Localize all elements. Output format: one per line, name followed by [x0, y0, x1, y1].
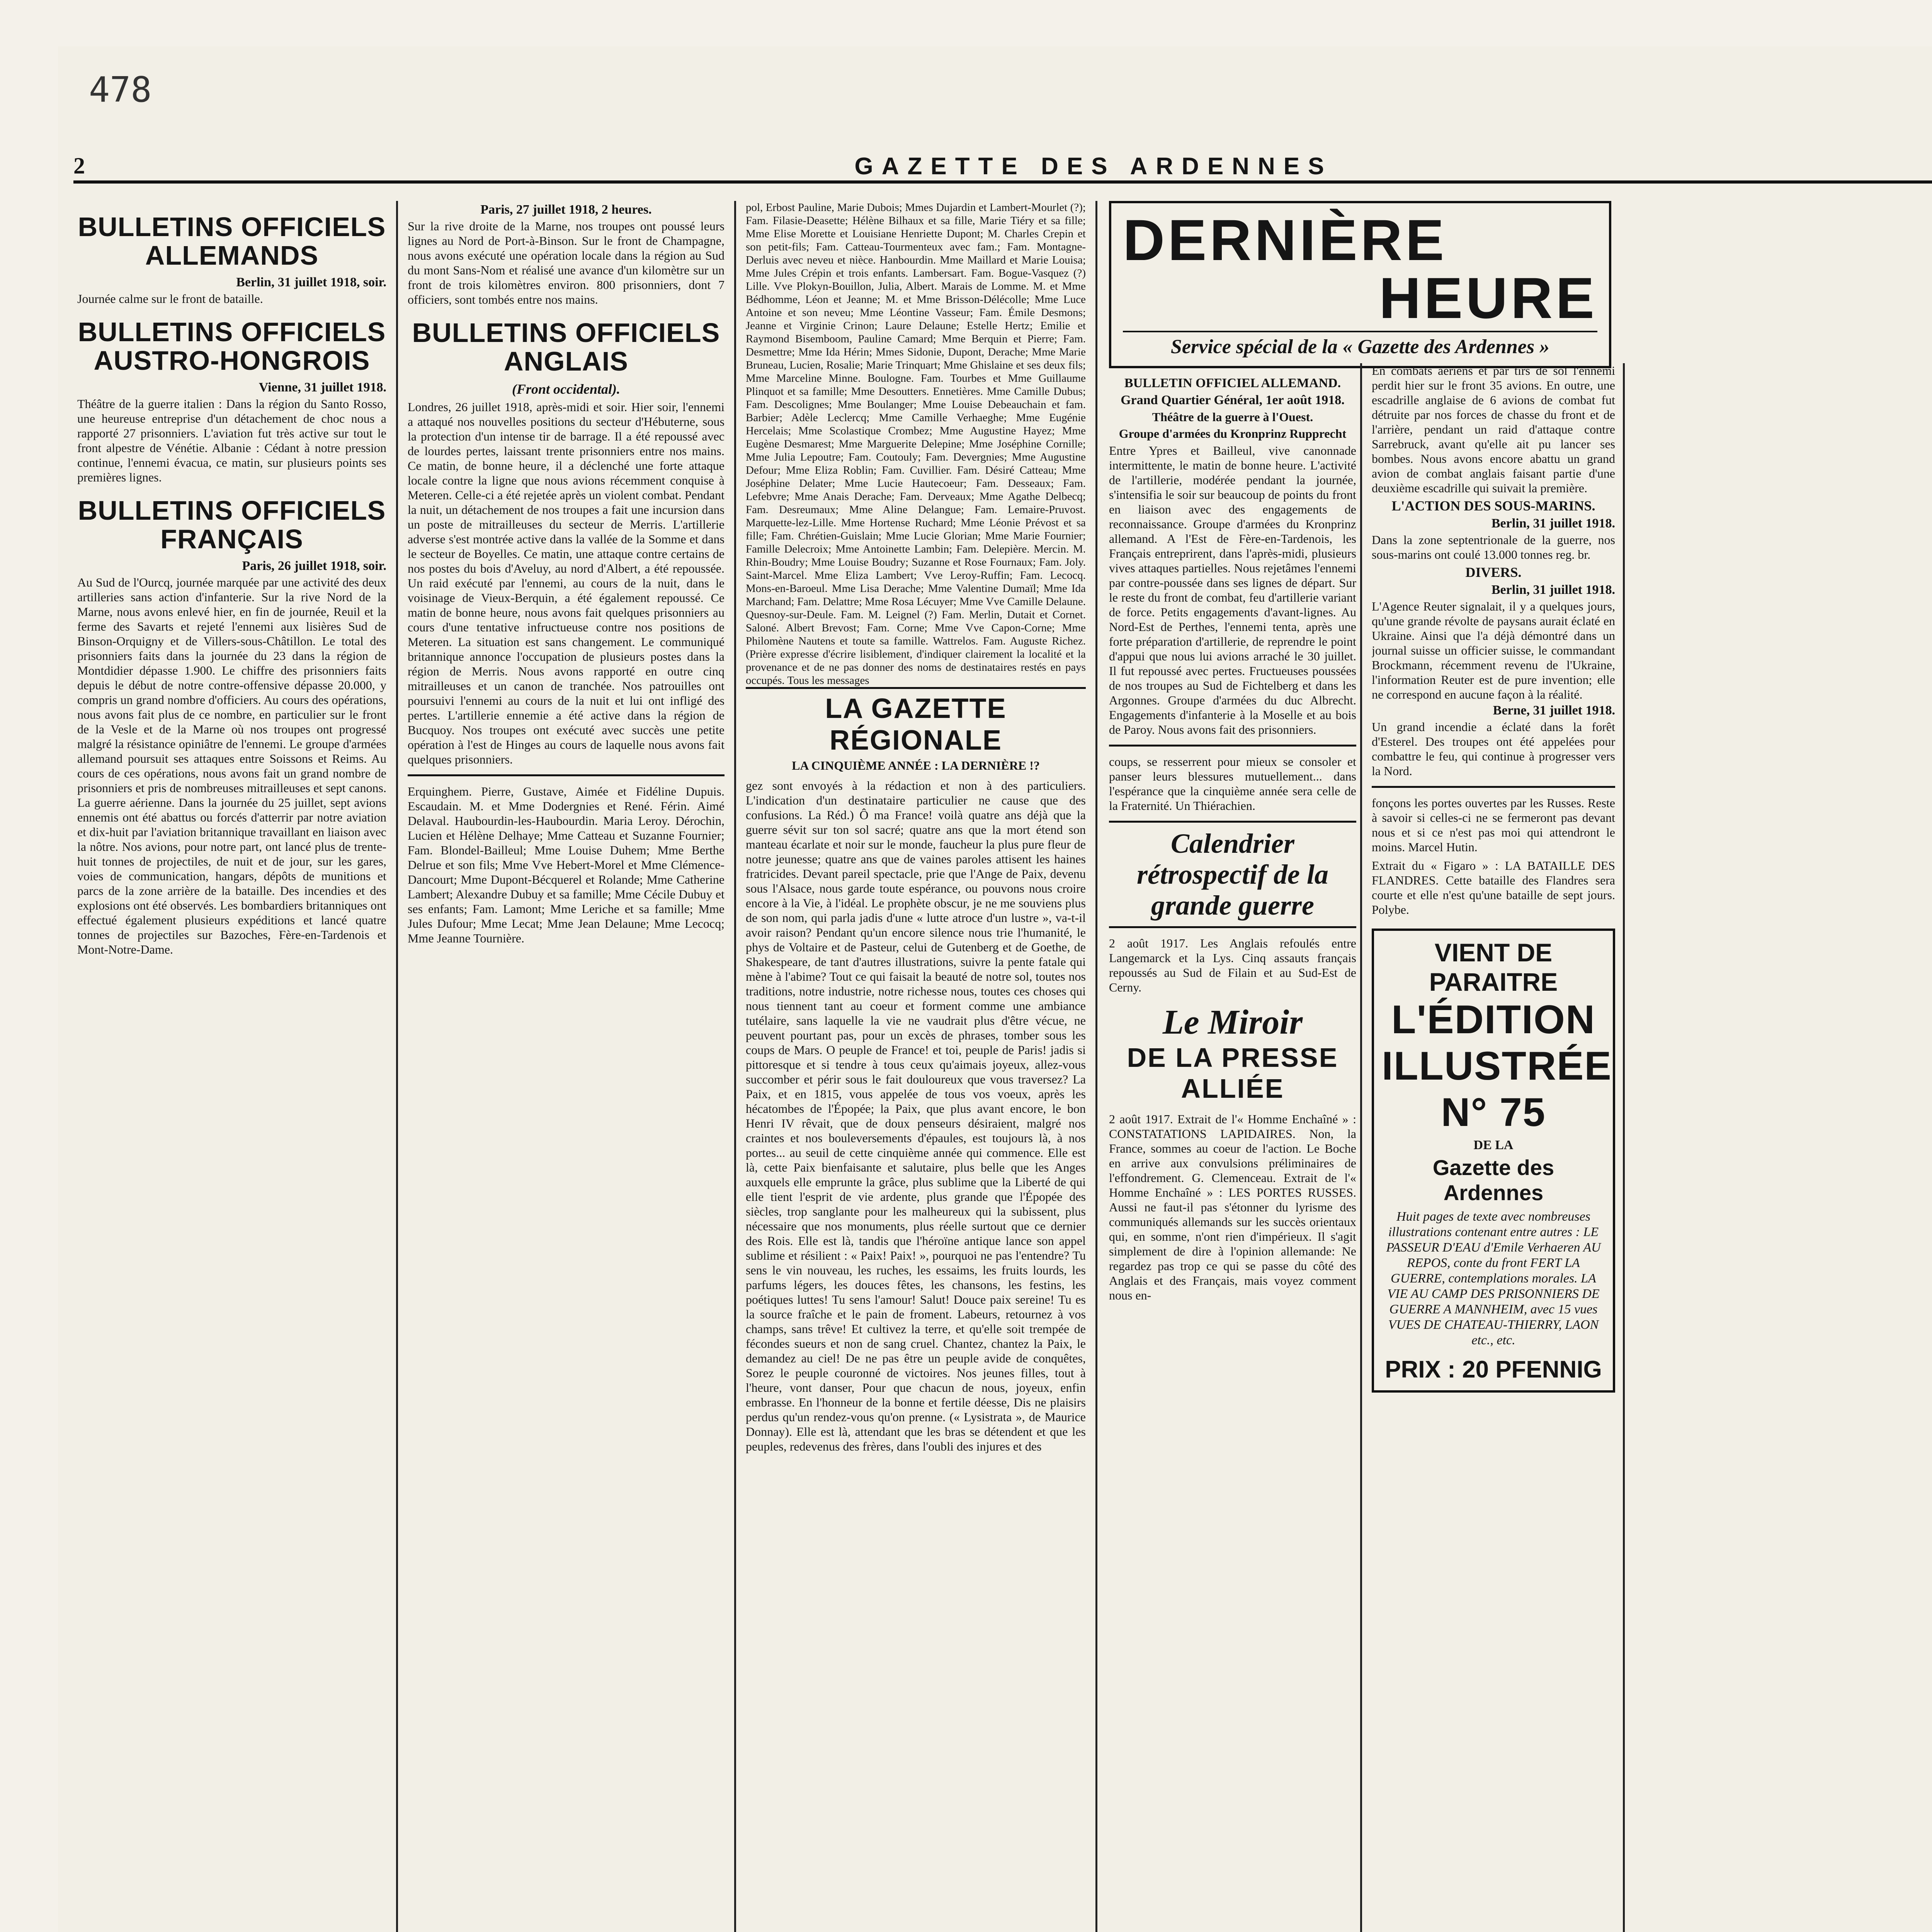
dateline: Vienne, 31 juillet 1918. — [259, 380, 386, 395]
column-5 — [1372, 363, 1615, 1932]
article-text: gez sont envoyés à la rédaction et non à des particuliers. L'indication d'un destinataire particulier ne cause que des confusions. La Réd.) Ô ma France! voilà quatre ans déjà que la guerre sévit sur ton sol sacré; quatre ans que la mort étend son manteau écarlate et noir sur le monde, faucheur la plus pure fleur de notre jeunesse; quatre ans que de vaines paroles attisent les haines fratricides. Devant pareil spectacle, prie que l'Ange de Paix, devenu sous l'Alsace, nous garde toute espérance, ou pouvons nous croire encore à la Vie, à l'idéal. Le prophète obscur, je ne me souviens plus de son nom, qui parla jadis d'une « lutte atroce d'un lustre », va-t-il avoir raison? Pendant qu'un encore silence nous trie l'humanité, le phys de Voltaire et de Pasteur, celui de Gutenberg et de Goethe, de Shakespeare, de tant d'autres illustrations, suivre la pente fatale qui mène à l'abime? Tout ce qui faisait la beauté de notre sol, toutes nos traditions, notre industrie, notre richesse nous, toutes ces choses qui nous tiennent tant au coeur et forment comme une ambiance tutélaire, sans laquelle la vie ne vaudrait plus d'être vécue, ne peuvent pourtant pas, pour un excès de phrases, tomber sous les coups de Mars. O peuple de France! et toi, peuple de Paris! jadis si pittoresque et si tendre à tous ceux qu'aimais joyeux, allez-vous succomber et périr sous le fait douloureux que vous traversez? La Paix, et en 1815, vous appelée de tous vos voeux, après les hécatombes de l'Épopée; la Paix, que plus avant encore, le bon Henri IV rêvait, que de doux penseurs désiraient, malgré nos craintes et nos bouleversements d'épaules, est toujours là, à nos portes... au seuil de cette cinquième année qui commence. Elle est là, cette Paix bienfaisante et salutaire, plus belle que les Anges auxquels elle emprunte la grâce, plus sublime que la Liberté de qui elle tient l'esprit de vie ardente, plus grande que l'Épopée des siècles, trop sanglante pour les malheureux qui la subissent, plus nécessaire que nos monuments, plus réelle surtout que ce dernier des Rois. Elle est là, tandis que l'héroïne antique lance son appel sublime et résilient : « Paix! Paix! », pourquoi ne pas l'entendre? Tu sens le vin nouveau, les ruches, les essaims, les fruits lourds, les parfums légers, les douces fêtes, les chansons, les festins, les poétiques luttes! Tu sens l'amour! Salut! Douce paix sereine! Tu es la source fraîche et le pain de froment. Labeurs, retournez à vos champs, sans trêve! Et cultivez la terre, et qu'elle soit trempée de fécondes sueurs et non de sang cruel. Chantez, chantez la Paix, le demandez au ciel! De ne pas être un peuple avide de conquêtes, Sorez le peuple couronné de victoires. Nos jeunes filles, tout à l'heure, vont danser, Pour que chacun de nous, joyeux, enfin embrasse. En l'honneur de la bonne et fertile déesse, Dis ne plaisirs perdus qu'un rendez-vous qu'on prenne. (« Lysistrata », de Maurice Donnay). Elle est là, attendant que les bras se détendent et que les peuples, redevenus des frères, dans l'oubli des injures et des — [746, 779, 1086, 1453]
banner-subtitle: Service spécial de la « Gazette des Ardennes » — [1123, 331, 1597, 358]
subheading: (Front occidental). — [512, 381, 620, 397]
dateline: Paris, 27 juillet 1918, 2 heures. — [480, 202, 652, 217]
article-text: Théâtre de la guerre italien : Dans la région du Santo Rosso, une heureuse entreprise d'un détachement de choc nous a rapporté 27 prisonniers. L'aviation fut très active sur tout le front alpestre de Vénétie. Albanie : Cédant à notre pression continue, l'ennemi évacua, ce matin, sur plusieurs points ses premières lignes. — [77, 397, 386, 484]
article-text: En combats aériens et par tirs de sol l'ennemi perdit hier sur le front 35 avions. En outre, une escadrille anglaise de 6 avions de combat fut détruite par nos forces de chasse du front et de l'arrière, pendant un raid d'attaque contre Sarrebruck, avant qu'elle ait pu lancer ses bombes. Nous avons encore abattu un grand avion de combat anglais faisant partie d'une deuxième escadrille qui suivait la première. — [1372, 364, 1615, 495]
article-text: 2 août 1917. Extrait de l'« Homme Enchaîné » : CONSTATATIONS LAPIDAIRES. Non, la France, sommes au coeur de l'action. Le Boche en arrive aux convulsions préliminaires de l'effondrement. G. Clemenceau. Extrait de l'« Homme Enchaîné » : LES PORTES RUSSES. Aussi ne faut-il pas s'étonner du lyrisme des communiqués allemands sur les succès orientaux qui, en somme, n'ont rien d'impérieux. Il s'agit simplement de dire à l'opinion allemande: Ne regardez pas trop ce qui se passe du côté des Anglais et des Français, mais voyez comment nous en- — [1109, 1112, 1356, 1302]
subheading: BULLETIN OFFICIEL ALLEMAND. — [1124, 376, 1341, 390]
headline-bulletins-allemands: BULLETINS OFFICIELS ALLEMANDS — [78, 212, 386, 270]
subheading: LA CINQUIÈME ANNÉE : LA DERNIÈRE !? — [792, 759, 1040, 772]
article-text: Un grand incendie a éclaté dans la forêt d'Esterel. Des troupes ont été appelées pour combattre le feu, qui continue à progresser vers la Nord. — [1372, 720, 1615, 778]
ad-connector: DE LA — [1473, 1138, 1514, 1152]
ad-contents: Huit pages de texte avec nombreuses illustrations contenant entre autres : LE PASSEUR D'EAU d'Emile Verhaeren AU REPOS, conte du front FERT LA GUERRE, contemplations morales. LA VIE AU CAMP DES PRISONNIERS DE GUERRE A MANNHEIM, avec 15 vues VUES DE CHATEAU-THIERRY, LAON etc., etc. — [1386, 1209, 1601, 1347]
column-divider — [734, 201, 736, 1932]
advertisement-box — [1372, 929, 1615, 1393]
banner-word-2: HEURE — [1379, 265, 1597, 330]
column-2 — [408, 201, 724, 1932]
article-text: 2 août 1917. Les Anglais refoulés entre Langemarck et la Lys. Cinq assauts français repoussés au Sud de Filain et au Sud-Est de Cerny. — [1109, 936, 1356, 994]
article-text: Au Sud de l'Ourcq, journée marquée par une activité des deux artilleries sans action d'infanterie. Sur la rive Nord de la Marne, nous avons enlevé hier, en fin de journée, Reuil et la ferme des Savarts et rejeté l'ennemi aux lisières Sud de Binson-Orquigny et de Villers-sous-Châtillon. Le total des prisonniers faits dans la journée du 23 dans la région de Montdidier dépasse 1.900. Le chiffre des prisonniers faits depuis le début de notre contre-offensive dépasse 20.000, y compris un grand nombre d'officiers. Au cours des opérations, nous avons fait plus de ce nombre, en particulier sur le front de la Vesle et de la Marne où nos troupes ont progressé malgré la résistance opiniâtre de l'ennemi. Le groupe d'armées allemand poursuit ses attaques entre Soissons et Reims. Au cours de ces opérations, nous avons fait un grand nombre de prisonniers et pris de nombreuses mitrailleuses et sept canons. La guerre aérienne. Dans la journée du 25 juillet, sept avions ennemis ont été abattus ou forcés d'atterrir par notre aviation et dix-huit par l'aviation britannique travaillant en liaison avec la nôtre. Nos avions, pour notre part, ont lancé plus de trente-huit tonnes de projectiles, de nuit et de jour, sur les gares, voies de communication, hangars, dépôts de munitions et parcs de la zone arrière de la bataille. Des incendies et des explosions ont été observés. Les bombardiers britanniques ont effectué également plusieurs expéditions et lancé quatre tonnes de projectiles sur Bazoches, Fère-en-Tardenois et Mont-Notre-Dame. — [77, 575, 386, 956]
handwritten-page-note: 478 — [89, 70, 152, 110]
dateline: Berlin, 31 juillet 1918. — [1491, 583, 1615, 597]
headline-gazette-regionale: LA GAZETTE RÉGIONALE — [746, 687, 1086, 756]
banner-word-1: DERNIÈRE — [1123, 207, 1447, 272]
divider — [1372, 786, 1615, 788]
article-text: fonçons les portes ouvertes par les Russes. Reste à savoir si celles-ci ne se fermeront pas devant nous et si ce n'est pas moi qui attendront le moins. Marcel Hutin. — [1372, 796, 1615, 854]
masthead — [73, 153, 1932, 184]
article-text: Extrait du « Figaro » : LA BATAILLE DES FLANDRES. Cette bataille des Flandres sera courte et elle n'est qu'une bataille de sept jours. Polybe. — [1372, 859, 1615, 917]
column-divider — [396, 201, 398, 1932]
headline-bulletins-anglais: BULLETINS OFFICIELS ANGLAIS — [412, 318, 720, 376]
column-3 — [746, 201, 1086, 1932]
dateline: Berne, 31 juillet 1918. — [1493, 703, 1615, 718]
dateline: Grand Quartier Général, 1er août 1918. — [1121, 393, 1345, 407]
article-text: Entre Ypres et Bailleul, vive canonnade intermittente, le matin de bonne heure. L'activité de l'artillerie, modérée pendant la journée, s'intensifia le soir sur beaucoup de points du front en liaison avec des engagements de reconnaissance. Groupe d'armées du Kronprinz allemand. A l'Est de Fère-en-Tardenois, les Français entreprirent, dans l'après-midi, plusieurs vives attaques partielles. Nous rejetâmes l'ennemi par contre-poussée dans ses lignes de départ. Sur le reste du front de combat, feu d'artillerie variant de force. Petits engagements d'avant-lignes. Au Nord-Est de Perthes, l'ennemi tenta, après une forte préparation d'artillerie, de reprendre le point d'appui que nous lui avions arraché le 30 juillet. Il fut repoussé avec pertes. Fructueuses poussées de nos troupes au Sud de Fichtelberg et dans les Argonnes. Groupe d'armées du duc Albrecht. Engagements d'infanterie à la Moselle et au bois de Paroy. Nous avons fait des prisonniers. — [1109, 444, 1356, 736]
column-divider — [1623, 363, 1625, 1932]
dateline: Paris, 26 juillet 1918, soir. — [242, 559, 386, 573]
messages-list: pol, Erbost Pauline, Marie Dubois; Mmes Dujardin et Lambert-Mourlet (?); Fam. Filasie-Deasette; Hélène Bilhaux et sa fille, Marie Tiéry et sa fille; Mme Elise Morette et Louisiane Henriette Dupont; M. Charles Crepin et son petit-fils; Fam. Catteau-Tourmenteux avec fam.; Fam. Montagne-Derluis avec neveu et nièce. Hanbourdin. Mme Maillard et Marie Louisa; Mme Jules Crépin et trois enfants. Lambersart. Fam. Bogue-Vasquez (?) Lille. Vve Plokyn-Bouillon, Julia, Albert. Marais de Lomme. M. et Mme Bédhomme, Léon et Jeanne; M. et Mme Brisson-Délécolle; Mme Luce Antoine et son neveu; Mme Léontine Vasseur; Fam. Émile Desmons; Jeanne et Virginie Crinon; Laure Delaune; Estelle Hertz; Emilie et Raymond Bisemboom, Pauline Camard; Mme Berquin et Pierre; Fam. Desmettre; Mme Ida Hérin; Mmes Sidonie, Dupont, Derache; Mme Marie Bruneau, Lucien, Rosalie; Marie Trinquart; Mme Ghislaine et ses deux fils; Mme Marceline Minne. Boulogne. Fam. Tourbes et Mme Guillaume Plinquot et sa famille; Mme Desoutters. Ennetières. Mme Camille Dubus; Fam. Descolignes; Mme Boulanger; Mme Louise Debeauchain et fam. Barbier; Adèle Leclercq; Mme Camille Verhaeghe; Mme Eugénie Hercelais; Mme Scolastique Crombez; Mme Augustine Hayez; Mme Eugène Desmarest; Mme Marguerite Delepine; Mme Joséphine Cornille; Mme Julia Lepoutre; Fam. Coutouly; Fam. Devergnies; Mme Augustine Defour; Mme Eliza Roblin; Fam. Cuvillier. Fam. Désiré Catteau; Mme Joséphine Delater; Mme Lucie Hautecoeur; Fam. Desseaux; Fam. Lefebvre; Mme Anais Derache; Fam. Derveaux; Mme Agathe Delbecq; Fam. Desreumaux; Mme Aline Delangue; Fam. Lemaire-Pruvost. Marquette-lez-Lille. Mme Hortense Ruchard; Mme Léonie Prévost et sa fille; Fam. Chrétien-Guislain; Mme Lucie Glorian; Mme Marie Fournier; Famille Delecroix; Mme Antoinette Lambin; Fam. Delepière. Mercin. M. Rhin-Boudry; Mme Louise Boudry; Suzanne et Rose Fournaux; Fam. Joly. Saint-Marcel. Mme Eliza Lambert; Vve Leroy-Ruffin; Fam. Lecocq. Mons-en-Baroeul. Mme Lisa Derache; Mme Valentine Dumaïl; Mme Ida Marchand; Fam. Delattre; Mme Rosa Lécuyer; Mme Vve Camille Delaune. Quesnoy-sur-Deule. Fam. M. Leignel (?) Fam. Merlin, Dutait et Cornet. Saloné. Albert Brevost; Fam. Corne; Mme Vve Capon-Corne; Mme Philomène Nautens et toute sa famille. Wattrelos. Fam. Auguste Richez. (Prière expresse d'écrire lisiblement, d'indiquer clairement la localité et la provenance et de ne pas donner des noms de destinataires restés en pays occupés. Tous les messages — [746, 201, 1086, 687]
page-number: 2 — [73, 153, 85, 179]
headline-bulletins-francais: BULLETINS OFFICIELS FRANÇAIS — [78, 495, 386, 554]
subheading: DIVERS. — [1465, 565, 1522, 580]
article-text: Dans la zone septentrionale de la guerre, nos sous-marins ont coulé 13.000 tonnes reg. br. — [1372, 533, 1615, 561]
column-1 — [77, 201, 386, 1932]
miroir-subtitle: DE LA PRESSE ALLIÉE — [1127, 1043, 1338, 1104]
miroir-heading — [1109, 1002, 1356, 1104]
divider — [408, 774, 724, 776]
column-divider — [1095, 201, 1097, 1932]
headline-bulletins-austro-hongrois: BULLETINS OFFICIELS AUSTRO-HONGROIS — [78, 317, 386, 376]
article-text: Sur la rive droite de la Marne, nos troupes ont poussé leurs lignes au Nord de Port-à-Binson. Sur le front de Champagne, nous avons exécuté une opération locale dans la région au Sud du mont Sans-Nom et réalisé une avance d'un kilomètre sur un front de trois kilomètres environ. 800 prisonniers, dont 7 officiers, sont tombés entre nos mains. — [408, 219, 724, 306]
article-text: coups, se resserrent pour mieux se consoler et panser leurs blessures mutuellement... dans l'espérance que la cinquième année sera celle de la Fraternité. Un Thiérachien. — [1109, 755, 1356, 813]
ad-publication-name: Gazette des Ardennes — [1432, 1155, 1554, 1205]
subheading: L'ACTION DES SOUS-MARINS. — [1391, 498, 1595, 514]
newspaper-title: GAZETTE DES ARDENNES — [854, 153, 1333, 180]
subheading: Théâtre de la guerre à l'Ouest. — [1152, 410, 1313, 424]
calendrier-heading: Calendrier rétrospectif de la grande guerre — [1109, 821, 1356, 928]
dateline: Berlin, 31 juillet 1918, soir. — [236, 275, 386, 289]
column-divider — [1360, 363, 1362, 1932]
divider — [1109, 745, 1356, 747]
derniere-heure-banner — [1109, 201, 1611, 368]
article-text: L'Agence Reuter signalait, il y a quelques jours, qu'une grande révolte de paysans aurait éclaté en Ukraine. Ainsi que l'a déjà démontré dans un journal suisse un officier suisse, le commandant Brockmann, récemment revenu de l'Ukraine, l'information Reuter est de pure invention; elle ne correspond en aucune façon à la réalité. — [1372, 599, 1615, 701]
miroir-title: Le Miroir — [1162, 1003, 1303, 1041]
subheading: Groupe d'armées du Kronprinz Rupprecht — [1119, 427, 1347, 440]
dateline: Berlin, 31 juillet 1918. — [1491, 516, 1615, 531]
messages-list: Erquinghem. Pierre, Gustave, Aimée et Fidéline Dupuis. Escaudain. M. et Mme Dodergnies et René. Férin. Aimé Delaval. Haubourdin-les-Haubourdin. Maria Leroy. Dérochin, Lucien et Hélène Delhaye; Mme Catteau et Suzanne Fournier; Fam. Blondel-Bailleul; Mme Louise Duhem; Mme Berthe Delrue et son fils; Mme Vve Hebert-Morel et Mme Clémence-Dancourt; Mme Dupont-Bécquerel et Rolande; Mme Catherine Lambert; Alexandre Dubuy et sa famille; Mme Cécile Dubuy et ses enfants; Fam. Lamont; Mme Leriche et sa famille; Mme Jules Dufour; Mme Lecat; Mme Jean Delaune; Mme Lecocq; Mme Jeanne Tournière. — [408, 784, 724, 945]
ad-edition-title: L'ÉDITION ILLUSTRÉE N° 75 — [1382, 997, 1612, 1135]
article-text: Londres, 26 juillet 1918, après-midi et soir. Hier soir, l'ennemi a attaqué nos nouvelles positions du secteur d'Hébuterne, sous la protection d'un intense tir de barrage. Il a été repoussé avec de lourdes pertes, laissant trente prisonniers entre nos mains. Ce matin, de bonne heure, il a déclenché une forte attaque locale contre la ligne que nous avions récemment conquise à Meteren. Celle-ci a été rejetée après un violent combat. Pendant la nuit, un détachement de nos troupes a fait une incursion dans un poste de mitrailleuses du secteur de Merris. L'artillerie adverse s'est montrée active dans la vallée de la Somme et dans le secteur de Boyelles. Ce matin, une attaque contre certains de nos postes du bois d'Aveluy, au nord d'Albert, a été repoussée. Un raid exécuté par l'ennemi, au cours de la nuit, dans le voisinage de Vieux-Berquin, a été également repoussé. Ce matin de bonne heure, nous avons fait quelques prisonniers au cours d'une tentative infructueuse contre nos positions de Meteren. La situation est sans changement. Le communiqué britannique annonce l'occupation de plusieurs postes dans la région de Merris. Nous avons rapporté en outre cinq mitrailleuses et un canon de tranchée. Nos patrouilles ont poursuivi l'ennemi au cours de la nuit et lui ont infligé des pertes. L'artillerie ennemie a été active dans la région de Bucquoy. Nos troupes ont exécuté avec succès une petite opération à l'est de Hinges au cours de laquelle nous avons fait quelques prisonniers. — [408, 400, 724, 766]
ad-heading: VIENT DE PARAITRE — [1429, 938, 1558, 996]
ad-price: PRIX : 20 PFENNIG — [1385, 1356, 1602, 1383]
article-text: Journée calme sur le front de bataille. — [77, 292, 263, 306]
